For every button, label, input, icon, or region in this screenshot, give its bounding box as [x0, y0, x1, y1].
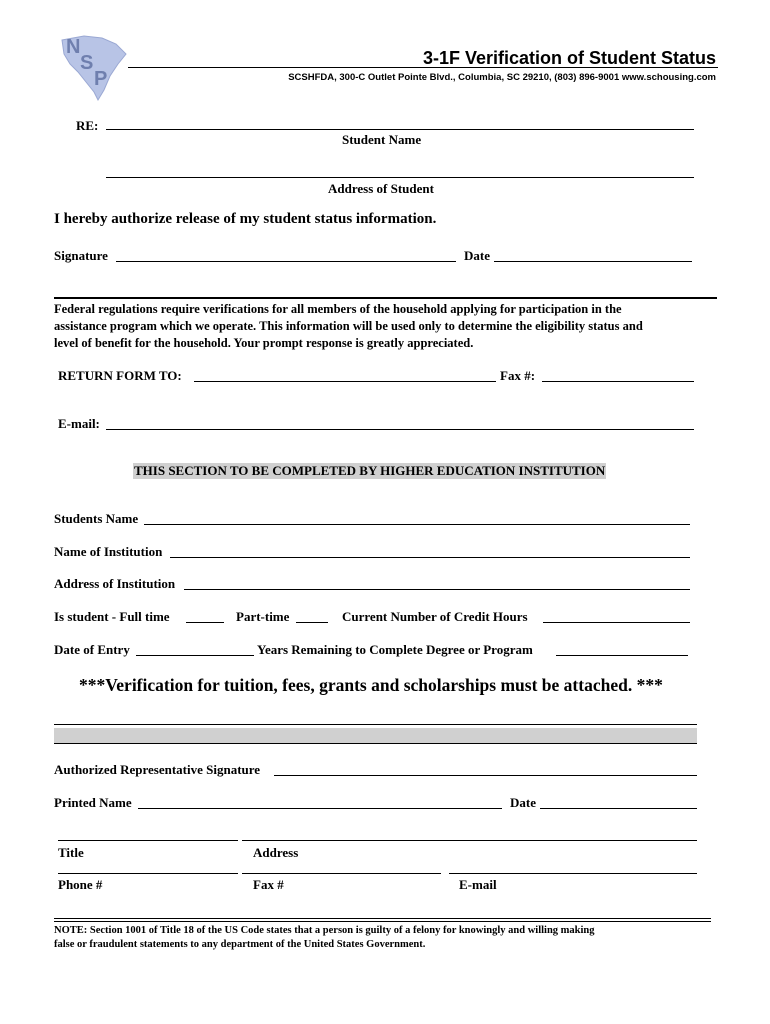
footer-rule: [54, 918, 711, 919]
student-name-line[interactable]: [106, 129, 694, 130]
institution-name-label: Name of Institution: [54, 544, 163, 559]
years-remaining-label: Years Remaining to Complete Degree or Program: [257, 642, 533, 657]
title-label: Title: [58, 845, 84, 860]
title-line[interactable]: [58, 840, 238, 841]
email-line[interactable]: [449, 873, 697, 874]
return-fax-line[interactable]: [542, 381, 694, 382]
date-of-entry-line[interactable]: [136, 655, 254, 656]
return-email-label: E-mail:: [58, 416, 100, 431]
federal-notice-line: assistance program which we operate. This information will be used only to determine the eligibility status and: [54, 319, 643, 333]
footer-rule-double: [54, 921, 711, 922]
student-name-caption: Student Name: [342, 132, 422, 147]
footer-note-line: false or fraudulent statements to any department of the United States Government.: [54, 939, 426, 950]
address-label: Address: [253, 845, 299, 860]
full-time-line[interactable]: [186, 622, 224, 623]
signature-line[interactable]: [116, 261, 456, 262]
institution-name-line[interactable]: [170, 557, 690, 558]
notice-divider: [54, 297, 717, 299]
fax-line[interactable]: [242, 873, 441, 874]
rep-signature-line[interactable]: [274, 775, 697, 776]
federal-notice: [54, 301, 643, 352]
header-rule: [128, 67, 718, 68]
return-fax-label: Fax #:: [500, 368, 536, 383]
full-time-label: Is student - Full time: [54, 609, 170, 624]
student-address-caption: Address of Student: [328, 181, 434, 196]
footer-note: [54, 924, 595, 952]
attachment-line: [54, 724, 697, 725]
credit-hours-line[interactable]: [543, 622, 690, 623]
logo-letter-p: P: [94, 68, 108, 90]
date-label: Date: [464, 248, 490, 263]
institution-section-heading: THIS SECTION TO BE COMPLETED BY HIGHER EDUCATION INSTITUTION: [134, 463, 606, 478]
logo-letter-n: N: [66, 36, 81, 58]
shaded-bar: [54, 728, 697, 744]
email-label: E-mail: [459, 877, 497, 892]
printed-name-label: Printed Name: [54, 795, 132, 810]
part-time-label: Part-time: [236, 609, 290, 624]
students-name-label: Students Name: [54, 511, 139, 526]
return-form-to-label: RETURN FORM TO:: [58, 368, 182, 383]
address-line[interactable]: [242, 840, 697, 841]
agency-address: SCSHFDA, 300-C Outlet Pointe Blvd., Columbia, SC 29210, (803) 896-9001 www.schousing.com: [288, 72, 716, 83]
credit-hours-label: Current Number of Credit Hours: [342, 609, 528, 624]
return-email-line[interactable]: [106, 429, 694, 430]
institution-address-label: Address of Institution: [54, 576, 176, 591]
return-form-to-line[interactable]: [194, 381, 496, 382]
rep-date-line[interactable]: [540, 808, 697, 809]
signature-label: Signature: [54, 248, 108, 263]
part-time-line[interactable]: [296, 622, 328, 623]
logo-letter-s: S: [80, 52, 94, 74]
years-remaining-line[interactable]: [556, 655, 688, 656]
phone-label: Phone #: [58, 877, 103, 892]
federal-notice-line: level of benefit for the household. Your prompt response is greatly appreciated.: [54, 336, 474, 350]
form-title: 3-1F Verification of Student Status: [422, 48, 716, 68]
authorization-statement: I hereby authorize release of my student status information.: [54, 211, 437, 227]
federal-notice-line: Federal regulations require verifications for all members of the household applying for participation in the: [54, 302, 622, 316]
students-name-line[interactable]: [144, 524, 690, 525]
student-address-line[interactable]: [106, 177, 694, 178]
date-line[interactable]: [494, 261, 692, 262]
printed-name-line[interactable]: [138, 808, 502, 809]
verification-notice: ***Verification for tuition, fees, grants and scholarships must be attached. ***: [79, 675, 663, 695]
fax-label: Fax #: [253, 877, 284, 892]
re-label: RE:: [76, 118, 99, 133]
rep-signature-label: Authorized Representative Signature: [54, 762, 261, 777]
phone-line[interactable]: [58, 873, 238, 874]
date-of-entry-label: Date of Entry: [54, 642, 130, 657]
rep-date-label: Date: [510, 795, 536, 810]
footer-note-line: NOTE: Section 1001 of Title 18 of the US Code states that a person is guilty of a felony for knowingly and willing making: [54, 925, 595, 936]
institution-address-line[interactable]: [184, 589, 690, 590]
